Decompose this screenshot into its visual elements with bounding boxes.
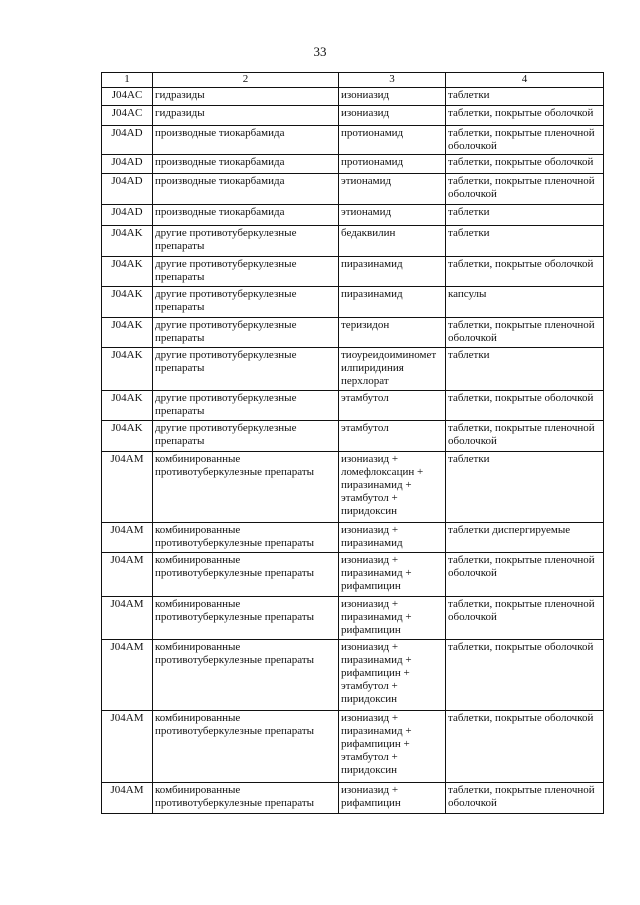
dosage-form-cell: таблетки, покрытые пленочной оболочкой <box>446 597 604 640</box>
table-row <box>102 640 604 711</box>
pharm-group-cell: производные тиокарбамида <box>153 205 339 226</box>
table-row <box>102 523 604 553</box>
dosage-form-cell: таблетки <box>446 452 604 523</box>
pharm-group-cell: комбинированные противотуберкулезные препараты <box>153 783 339 814</box>
table-row <box>102 88 604 106</box>
substance-cell: этамбутол <box>339 421 446 452</box>
substance-cell: изониазид + пиразинамид + рифампицин + этамбутол + пиридоксин <box>339 640 446 711</box>
table-row <box>102 421 604 452</box>
dosage-form-cell: капсулы <box>446 287 604 318</box>
pharm-group-cell: гидразиды <box>153 106 339 126</box>
dosage-form-cell: таблетки, покрытые пленочной оболочкой <box>446 421 604 452</box>
substance-cell: этамбутол <box>339 391 446 421</box>
atc-code-cell: J04AK <box>102 226 153 257</box>
header-col-1: 1 <box>102 73 153 88</box>
table-row <box>102 452 604 523</box>
atc-code-cell: J04AD <box>102 174 153 205</box>
header-col-2: 2 <box>153 73 339 88</box>
atc-code-cell: J04AK <box>102 391 153 421</box>
table-body <box>102 73 604 814</box>
substance-cell: изониазид + ломефлоксацин + пиразинамид + этамбутол + пиридоксин <box>339 452 446 523</box>
substance-cell: теризидон <box>339 318 446 348</box>
pharm-group-cell: комбинированные противотуберкулезные препараты <box>153 597 339 640</box>
atc-code-cell: J04AM <box>102 597 153 640</box>
dosage-form-cell: таблетки, покрытые пленочной оболочкой <box>446 174 604 205</box>
pharm-group-cell: производные тиокарбамида <box>153 155 339 174</box>
header-col-4: 4 <box>446 73 604 88</box>
dosage-form-cell: таблетки, покрытые оболочкой <box>446 155 604 174</box>
table-row <box>102 553 604 597</box>
page-number: 33 <box>313 44 327 59</box>
substance-cell: изониазид <box>339 106 446 126</box>
table-row <box>102 783 604 814</box>
table-row <box>102 257 604 287</box>
table-row <box>102 106 604 126</box>
table-row <box>102 205 604 226</box>
pharm-group-cell: другие противотуберкулезные препараты <box>153 318 339 348</box>
atc-code-cell: J04AM <box>102 523 153 553</box>
pharm-group-cell: производные тиокарбамида <box>153 126 339 155</box>
dosage-form-cell: таблетки <box>446 226 604 257</box>
dosage-form-cell: таблетки <box>446 348 604 391</box>
drug-table <box>101 72 604 814</box>
pharm-group-cell: другие противотуберкулезные препараты <box>153 348 339 391</box>
table-row <box>102 711 604 783</box>
table-row <box>102 318 604 348</box>
atc-code-cell: J04AK <box>102 257 153 287</box>
substance-cell: изониазид <box>339 88 446 106</box>
table-row <box>102 155 604 174</box>
dosage-form-cell: таблетки, покрытые оболочкой <box>446 106 604 126</box>
atc-code-cell: J04AC <box>102 88 153 106</box>
pharm-group-cell: другие противотуберкулезные препараты <box>153 226 339 257</box>
dosage-form-cell: таблетки, покрытые пленочной оболочкой <box>446 318 604 348</box>
atc-code-cell: J04AM <box>102 452 153 523</box>
substance-cell: пиразинамид <box>339 257 446 287</box>
dosage-form-cell: таблетки, покрытые пленочной оболочкой <box>446 126 604 155</box>
pharm-group-cell: комбинированные противотуберкулезные препараты <box>153 711 339 783</box>
dosage-form-cell: таблетки <box>446 205 604 226</box>
atc-code-cell: J04AM <box>102 553 153 597</box>
table-header-row <box>102 73 604 88</box>
table-row <box>102 174 604 205</box>
atc-code-cell: J04AK <box>102 348 153 391</box>
atc-code-cell: J04AM <box>102 640 153 711</box>
substance-cell: пиразинамид <box>339 287 446 318</box>
table-row <box>102 287 604 318</box>
substance-cell: протионамид <box>339 126 446 155</box>
pharm-group-cell: производные тиокарбамида <box>153 174 339 205</box>
substance-cell: этионамид <box>339 174 446 205</box>
dosage-form-cell: таблетки <box>446 88 604 106</box>
dosage-form-cell: таблетки, покрытые оболочкой <box>446 640 604 711</box>
dosage-form-cell: таблетки, покрытые оболочкой <box>446 391 604 421</box>
table-row <box>102 391 604 421</box>
pharm-group-cell: другие противотуберкулезные препараты <box>153 391 339 421</box>
table-row <box>102 126 604 155</box>
pharm-group-cell: комбинированные противотуберкулезные препараты <box>153 452 339 523</box>
atc-code-cell: J04AD <box>102 126 153 155</box>
pharm-group-cell: другие противотуберкулезные препараты <box>153 287 339 318</box>
dosage-form-cell: таблетки диспергируемые <box>446 523 604 553</box>
substance-cell: тиоуреидоиминомет илпиридиния перхлорат <box>339 348 446 391</box>
substance-cell: бедаквилин <box>339 226 446 257</box>
atc-code-cell: J04AM <box>102 783 153 814</box>
atc-code-cell: J04AD <box>102 205 153 226</box>
pharm-group-cell: другие противотуберкулезные препараты <box>153 257 339 287</box>
table-row <box>102 348 604 391</box>
atc-code-cell: J04AK <box>102 421 153 452</box>
table-row <box>102 597 604 640</box>
pharm-group-cell: комбинированные противотуберкулезные препараты <box>153 553 339 597</box>
pharm-group-cell: комбинированные противотуберкулезные препараты <box>153 640 339 711</box>
substance-cell: изониазид + пиразинамид + рифампицин <box>339 597 446 640</box>
substance-cell: изониазид + пиразинамид <box>339 523 446 553</box>
dosage-form-cell: таблетки, покрытые оболочкой <box>446 257 604 287</box>
table-row <box>102 226 604 257</box>
atc-code-cell: J04AD <box>102 155 153 174</box>
substance-cell: изониазид + рифампицин <box>339 783 446 814</box>
pharm-group-cell: другие противотуберкулезные препараты <box>153 421 339 452</box>
dosage-form-cell: таблетки, покрытые оболочкой <box>446 711 604 783</box>
pharm-group-cell: комбинированные противотуберкулезные препараты <box>153 523 339 553</box>
pharm-group-cell: гидразиды <box>153 88 339 106</box>
substance-cell: этионамид <box>339 205 446 226</box>
substance-cell: протионамид <box>339 155 446 174</box>
atc-code-cell: J04AK <box>102 287 153 318</box>
substance-cell: изониазид + пиразинамид + рифампицин <box>339 553 446 597</box>
dosage-form-cell: таблетки, покрытые пленочной оболочкой <box>446 783 604 814</box>
header-col-3: 3 <box>339 73 446 88</box>
dosage-form-cell: таблетки, покрытые пленочной оболочкой <box>446 553 604 597</box>
atc-code-cell: J04AK <box>102 318 153 348</box>
atc-code-cell: J04AC <box>102 106 153 126</box>
atc-code-cell: J04AM <box>102 711 153 783</box>
substance-cell: изониазид + пиразинамид + рифампицин + этамбутол + пиридоксин <box>339 711 446 783</box>
